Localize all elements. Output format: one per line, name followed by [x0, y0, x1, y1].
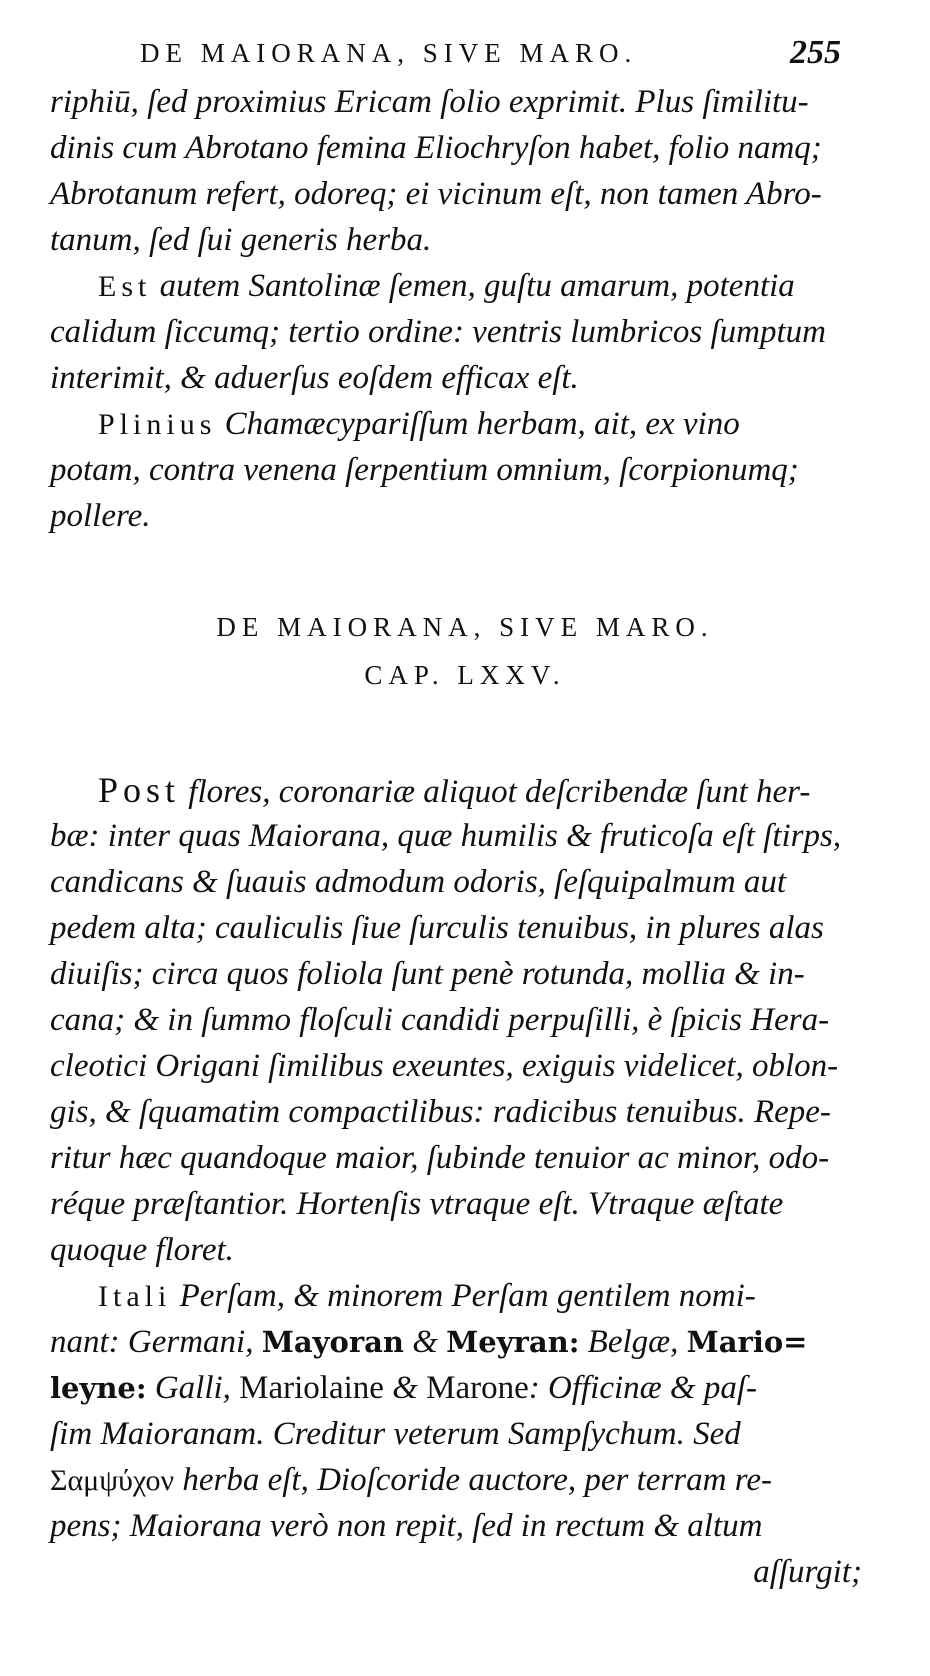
- paragraph-lead-word: Post: [98, 770, 181, 810]
- chapter-title: DE MAIORANA, SIVE MARO.: [216, 612, 714, 642]
- paragraph-first-line: [98, 768, 810, 814]
- text-line: gis, & ſquamatim compactilibus: radicibus tenuibus. Repe-: [50, 1094, 831, 1130]
- text-run: herba eſt, Dioſcoride auctore, per terram re-: [174, 1462, 772, 1498]
- blackletter-word: leyne:: [50, 1371, 147, 1405]
- text-line: riphiū, ſed proximius Ericam ſolio exprimit. Plus ſimilitu-: [50, 84, 809, 120]
- catchword: aſſurgit;: [753, 1554, 862, 1590]
- greek-word: Σαμψύχον: [50, 1464, 175, 1497]
- text-line: ſim Maioranam. Creditur veterum Sampſychum. Sed: [50, 1416, 741, 1452]
- paragraph-lead-word: Est: [98, 270, 152, 303]
- text-line: réque præſtantior. Hortenſis vtraque eſt. Vtraque æſtate: [50, 1186, 784, 1222]
- text-line: Abrotanum refert, odoreq; ei vicinum eſt, non tamen Abro-: [50, 176, 822, 212]
- text-line: candicans & ſuauis admodum odoris, ſeſquipalmum aut: [50, 864, 787, 900]
- blackletter-word: Mayoran: [261, 1325, 404, 1359]
- text-run: Perſam, & minorem Perſam gentilem nomi-: [171, 1278, 756, 1314]
- blackletter-word: Meyran:: [446, 1325, 580, 1359]
- running-head: [0, 34, 930, 78]
- text-run: Galli,: [146, 1370, 240, 1406]
- paragraph-lead-word: Plinius: [98, 408, 217, 441]
- chapter-number: CAP. LXXV.: [364, 660, 566, 690]
- text-line: quoque floret.: [50, 1232, 234, 1268]
- text-line: pedem alta; cauliculis ſiue ſurculis tenuibus, in plures alas: [50, 910, 824, 946]
- text-run: autem Santolinæ ſemen, guſtu amarum, potentia: [151, 268, 795, 304]
- page-number: 255: [790, 34, 841, 71]
- paragraph-lead-word: Itali: [98, 1280, 172, 1313]
- text-line: dinis cum Abrotano femina Eliochryſon habet, folio namq;: [50, 130, 822, 166]
- text-line: [50, 1366, 757, 1410]
- roman-word: Mariolaine: [239, 1370, 384, 1406]
- text-run: Belgæ,: [579, 1324, 687, 1360]
- running-head-title: DE MAIORANA, SIVE MARO.: [140, 38, 638, 68]
- text-line: potam, contra venena ſerpentium omnium, ſcorpionumq;: [50, 452, 799, 488]
- text-run: nant: Germani,: [50, 1324, 262, 1360]
- text-line: cana; & in ſummo floſculi candidi perpuſilli, è ſpicis Hera-: [50, 1002, 830, 1038]
- paragraph-first-line: [98, 1274, 756, 1319]
- text-line: tanum, ſed ſui generis herba.: [50, 222, 432, 258]
- text-line: pens; Maiorana verò non repit, ſed in rectum & altum: [50, 1508, 763, 1544]
- text-run: : Officinæ & paſ-: [528, 1370, 757, 1406]
- text-run: &: [383, 1370, 427, 1406]
- text-line: cleotici Origani ſimilibus exeuntes, exiguis videlicet, oblon-: [50, 1048, 839, 1084]
- roman-word: Marone: [426, 1370, 529, 1406]
- text-line: bæ: inter quas Maiorana, quæ humilis & fruticoſa eſt ſtirps,: [50, 818, 842, 854]
- text-run: flores, coronariæ aliquot deſcribendæ ſunt her-: [180, 774, 811, 810]
- text-line: [50, 1320, 808, 1364]
- paragraph-first-line: [98, 402, 740, 447]
- blackletter-word: Mario=: [686, 1325, 808, 1359]
- text-line: pollere.: [50, 498, 151, 534]
- text-line: calidum ſiccumq; tertio ordine: ventris lumbricos ſumptum: [50, 314, 826, 350]
- text-line: diuiſis; circa quos foliola ſunt penè rotunda, mollia & in-: [50, 956, 805, 992]
- paragraph-first-line: [98, 264, 795, 309]
- text-run: Chamæcypariſſum herbam, ait, ex vino: [216, 406, 740, 442]
- text-line: [50, 1458, 772, 1503]
- text-line: interimit, & aduerſus eoſdem efficax eſt.: [50, 360, 579, 396]
- text-line: ritur hæc quandoque maior, ſubinde tenuior ac minor, odo-: [50, 1140, 830, 1176]
- text-run: &: [403, 1324, 447, 1360]
